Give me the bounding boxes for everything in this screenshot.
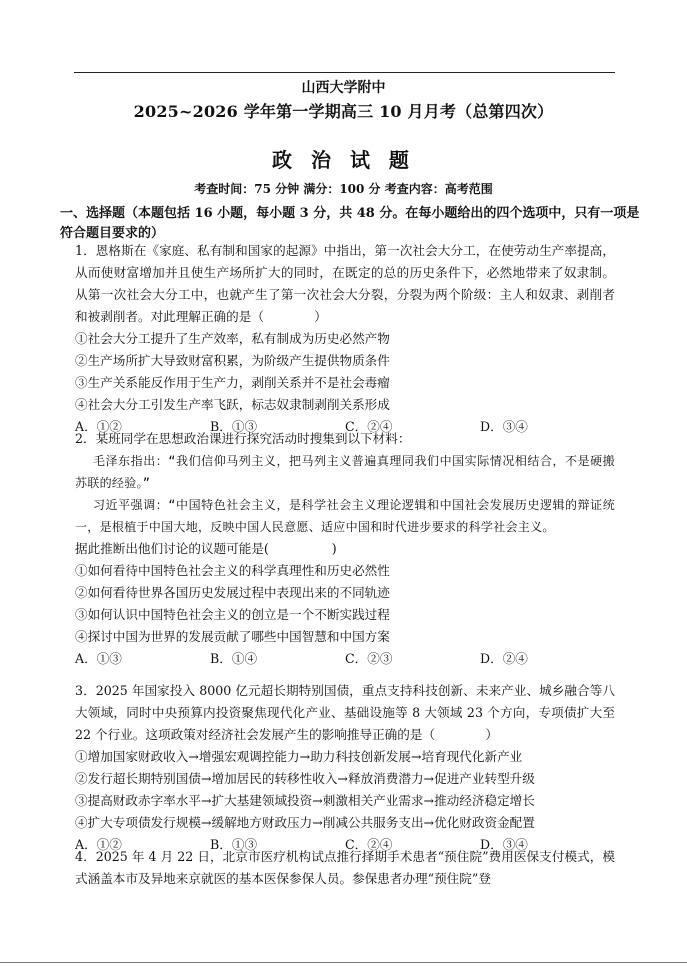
- question-3: [75, 680, 615, 856]
- statement: ②如何看待世界各国历史发展过程中表现出来的不同轨迹: [75, 585, 390, 600]
- question-stem: 4．2025 年 4 月 22 日，北京市医疗机构试点推行择期手术患者“预住院”费用医保支付模式，模式涵盖本市及异地来京就医的基本医保参保人员。参保患者办理“预住院”登: [75, 849, 615, 886]
- option-d[interactable]: D．③④: [480, 837, 528, 852]
- option-a[interactable]: A．①②: [75, 419, 122, 434]
- subject-title: 政 治 试 题: [272, 148, 415, 172]
- option-a[interactable]: A．①②: [75, 837, 122, 852]
- statement: ③如何认识中国特色社会主义的创立是一个不断实践过程: [75, 607, 390, 622]
- header-rule: [74, 72, 615, 73]
- question-ask: 据此推断出他们讨论的议题可能是( ): [75, 541, 337, 556]
- exam-info: 考查时间：75 分钟 满分：100 分 考查内容：高考范围: [194, 182, 493, 196]
- question-1: [75, 240, 615, 438]
- statement: ③提高财政赤字率水平→扩大基建领域投资→刺激相关产业需求→推动经济稳定增长: [75, 793, 535, 808]
- section-title: 一、选择题（本题包括 16 小题，每小题 3 分，共 48 分。在每小题给出的四个选项中，只有一项是符合题目要求的）: [60, 206, 640, 241]
- answer-options: [75, 648, 615, 670]
- question-stem: 2．某班同学在思想政治课进行探究活动时搜集到以下材料：: [75, 431, 411, 446]
- statement: ①社会大分工提升了生产效率，私有制成为历史必然产物: [75, 331, 390, 346]
- quote-mao: 毛泽东指出：“我们信仰马列主义，把马列主义普遍真理同我们中国实际情况相结合，不是硬搬苏联的经验。”: [75, 454, 615, 490]
- question-stem: 1．恩格斯在《家庭、私有制和国家的起源》中指出，第一次社会大分工，在使劳动生产率提高，从而使财富增加并且使生产场所扩大的同时，在既定的总的历史条件下，必然地带来了奴隶制。从第一次社会大分工中，也就产生了第一次社会大分裂，分裂为两个阶级：主人和奴隶、剥削者和被剥削者。对此理解正确的是（ ）: [75, 243, 615, 324]
- question-2: [75, 428, 615, 670]
- option-b[interactable]: B．①③: [210, 837, 258, 852]
- option-d[interactable]: D．③④: [480, 419, 528, 434]
- statement: ④社会大分工引发生产率飞跃，标志奴隶制剥削关系形成: [75, 397, 390, 412]
- question-stem: 3．2025 年国家投入 8000 亿元超长期特别国债，重点支持科技创新、未来产业、城乡融合等八大领域，同时中央预算内投资聚焦现代化产业、基础设施等 8 大领域 23 个方向，专项债扩大至 22 个行业。这项政策对经济社会发展产生的影响推导正确的是（ ）: [75, 683, 615, 742]
- option-c[interactable]: C．②③: [345, 651, 393, 666]
- question-4: [75, 846, 615, 890]
- option-c[interactable]: C．②④: [345, 837, 393, 852]
- option-d[interactable]: D．②④: [480, 651, 528, 666]
- statement: ②生产场所扩大导致财富积累，为阶级产生提供物质条件: [75, 353, 390, 368]
- option-b[interactable]: B．①④: [210, 651, 258, 666]
- statement: ①如何看待中国特色社会主义的科学真理性和历史必然性: [75, 563, 390, 578]
- option-c[interactable]: C．②④: [345, 419, 393, 434]
- statement: ④探讨中国为世界的发展贡献了哪些中国智慧和中国方案: [75, 629, 390, 644]
- statement: ④扩大专项债发行规模→缓解地方财政压力→削减公共服务支出→优化财政资金配置: [75, 815, 535, 830]
- exam-title: 2025~2026 学年第一学期高三 10 月月考（总第四次）: [133, 102, 554, 121]
- school-name: 山西大学附中: [301, 80, 386, 96]
- option-a[interactable]: A．①③: [75, 651, 122, 666]
- statement: ②发行超长期特别国债→增加居民的转移性收入→释放消费潜力→促进产业转型升级: [75, 771, 535, 786]
- option-b[interactable]: B．①③: [210, 419, 258, 434]
- quote-xi: 习近平强调：“中国特色社会主义，是科学社会主义理论逻辑和中国社会发展历史逻辑的辩证统一，是根植于中国大地，反映中国人民意愿、适应中国和时代进步要求的科学社会主义。: [75, 498, 615, 534]
- page-bottom-edge: [0, 962, 687, 963]
- statement: ③生产关系能反作用于生产力，剥削关系并不是社会毒瘤: [75, 375, 390, 390]
- statement: ①增加国家财政收入→增强宏观调控能力→助力科技创新发展→培育现代化新产业: [75, 749, 523, 764]
